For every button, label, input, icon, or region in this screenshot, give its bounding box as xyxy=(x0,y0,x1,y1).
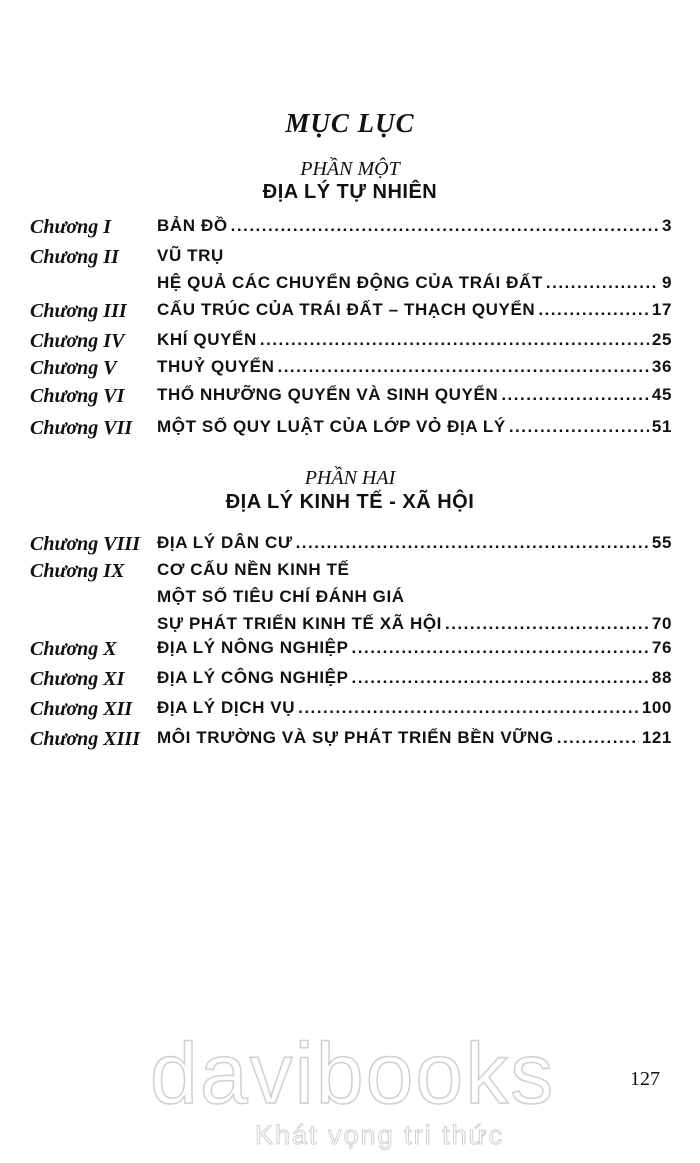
entry-title: CƠ CẤU NỀN KINH TẾ xyxy=(157,560,350,579)
chapter-label: Chương IV xyxy=(30,330,125,352)
dot-leader xyxy=(557,728,639,748)
entry-title: SỰ PHÁT TRIỂN KINH TẾ XÃ HỘI xyxy=(157,614,442,633)
chapter-label: Chương VII xyxy=(30,417,133,439)
dot-leader xyxy=(538,300,649,320)
dot-leader xyxy=(298,698,639,718)
dot-leader xyxy=(352,668,649,688)
chapter-label: Chương XII xyxy=(30,698,133,720)
page-ref: 45 xyxy=(651,385,672,404)
entry-title: MÔI TRƯỜNG VÀ SỰ PHÁT TRIỂN BỀN VỮNG xyxy=(157,728,554,747)
entry-title: ĐỊA LÝ NÔNG NGHIỆP xyxy=(157,638,349,657)
entry-title: VŨ TRỤ xyxy=(157,246,224,265)
entry-title: ĐỊA LÝ DỊCH VỤ xyxy=(157,698,296,717)
chapter-label: Chương II xyxy=(30,246,119,268)
chapter-label: Chương IX xyxy=(30,560,125,582)
page-ref: 3 xyxy=(661,216,672,235)
page-ref: 76 xyxy=(651,638,672,657)
entry-title: MỘT SỐ TIÊU CHÍ ĐÁNH GIÁ xyxy=(157,587,405,606)
chapter-label: Chương V xyxy=(30,357,117,379)
page-ref: 25 xyxy=(651,330,672,349)
page-ref: 55 xyxy=(651,533,672,552)
dot-leader xyxy=(231,216,659,236)
page-title: MỤC LỤC xyxy=(285,108,415,138)
part-one-label: PHẦN MỘT xyxy=(300,158,400,180)
dot-leader xyxy=(352,638,649,658)
entry-title: HỆ QUẢ CÁC CHUYỂN ĐỘNG CỦA TRÁI ĐẤT xyxy=(157,273,543,292)
page-ref: 51 xyxy=(651,417,672,436)
entry-title: CẤU TRÚC CỦA TRÁI ĐẤT – THẠCH QUYỂN xyxy=(157,300,536,319)
dot-leader xyxy=(546,273,659,293)
chapter-label: Chương I xyxy=(30,216,112,238)
entry-title: THỔ NHƯỠNG QUYỂN VÀ SINH QUYỂN xyxy=(157,385,499,404)
page-ref: 70 xyxy=(651,614,672,633)
watermark-brand: davibooks xyxy=(150,1026,556,1122)
part-two-title: ĐỊA LÝ KINH TẾ - XÃ HỘI xyxy=(225,491,475,513)
dot-leader xyxy=(260,330,649,350)
chapter-label: Chương XI xyxy=(30,668,125,690)
page-ref: 36 xyxy=(651,357,672,376)
dot-leader xyxy=(501,385,649,405)
part-one-title: ĐỊA LÝ TỰ NHIÊN xyxy=(262,181,438,203)
watermark-slogan: Khát vọng tri thức xyxy=(255,1120,505,1150)
page-ref: 88 xyxy=(651,668,672,687)
part-two-label: PHẦN HAI xyxy=(304,467,396,489)
entry-title: KHÍ QUYỂN xyxy=(157,330,257,349)
chapter-label: Chương VIII xyxy=(30,533,140,555)
dot-leader xyxy=(445,614,649,634)
entry-title: BẢN ĐỒ xyxy=(157,216,228,235)
chapter-label: Chương III xyxy=(30,300,127,322)
entry-title: ĐỊA LÝ CÔNG NGHIỆP xyxy=(157,668,349,687)
dot-leader xyxy=(296,533,649,553)
chapter-label: Chương X xyxy=(30,638,117,660)
page-ref: 17 xyxy=(651,300,672,319)
page-ref: 100 xyxy=(641,698,672,717)
page-ref: 9 xyxy=(661,273,672,292)
chapter-label: Chương VI xyxy=(30,385,125,407)
dot-leader xyxy=(509,417,649,437)
entry-title: MỘT SỐ QUY LUẬT CỦA LỚP VỎ ĐỊA LÝ xyxy=(157,417,506,436)
page-number: 127 xyxy=(630,1068,660,1090)
dot-leader xyxy=(277,357,648,377)
chapter-label: Chương XIII xyxy=(30,728,140,750)
entry-title: ĐỊA LÝ DÂN CƯ xyxy=(157,533,293,552)
entry-title: THUỶ QUYỂN xyxy=(157,357,275,376)
page-ref: 121 xyxy=(641,728,672,747)
